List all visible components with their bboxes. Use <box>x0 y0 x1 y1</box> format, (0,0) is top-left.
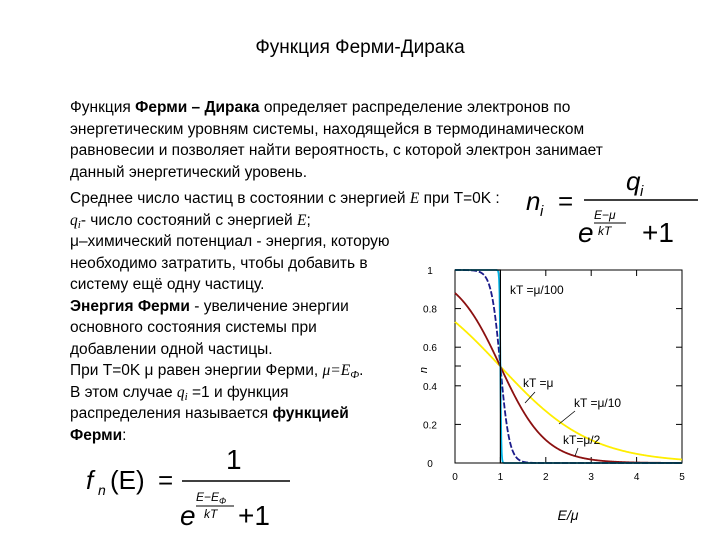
formula1-num-sub: i <box>640 183 644 200</box>
t0-text: При T=0K <box>70 362 145 379</box>
fermi-energy-line-3: добавлении одной частицы. <box>70 340 273 358</box>
formula2-exp-den: kT <box>204 507 218 521</box>
distribution-text: распределения называется <box>70 405 273 422</box>
y-tick-label: 0.6 <box>423 343 437 355</box>
intro-text-cont: определяет распределение электронов по <box>259 99 571 116</box>
mu-definition-line <box>70 231 530 253</box>
mu-text: –химический потенциал - энергия, которую <box>78 233 390 250</box>
qi-end: ; <box>306 211 311 229</box>
label-kt-mu-10-pointer <box>559 411 575 424</box>
formula2-eq: = <box>158 465 174 495</box>
formula1-e: e <box>578 217 594 248</box>
fermi-energy-text: - увеличение энергии <box>189 297 349 315</box>
label-kt-mu-2-pointer <box>575 448 578 456</box>
formula1-plus-one: +1 <box>642 217 674 248</box>
label-kt-mu-10: kT =μ/10 <box>574 396 622 410</box>
x-tick-label: 1 <box>497 472 504 483</box>
mu-definition-line-2: необходимо затратить, чтобы добавить в <box>70 254 368 272</box>
qi-subscript: i <box>77 218 81 231</box>
formula1-eq: = <box>558 186 574 216</box>
formula2-exp-num: $E-E_Ф$ <box>196 490 227 506</box>
qi-text: - число состояний с энергией <box>80 211 297 229</box>
qi-energy-symbol: E <box>297 211 307 229</box>
y-tick-label: 1 <box>427 266 433 277</box>
t0-subscript: Ф <box>350 369 360 381</box>
intro-line-3: равновесии и позволяет найти вероятность, с которой электрон занимает <box>70 142 603 159</box>
intro-text: Функция <box>70 99 136 116</box>
formula1-lhs-sub: i <box>540 203 544 220</box>
formula1-exp-num: E−μ <box>594 208 616 222</box>
avg-text-end: при T=0K : <box>419 190 500 207</box>
occupation-number-formula <box>522 166 702 248</box>
t0-end: . <box>359 362 364 379</box>
formula1-num: q <box>626 166 641 196</box>
t0-mu: μ <box>144 362 154 379</box>
slide-title: Функция Ферми-Дирака <box>255 37 465 58</box>
function-term: функцией <box>272 405 349 422</box>
x-tick-label: 5 <box>679 472 685 483</box>
fermi-dirac-chart <box>415 262 705 528</box>
energy-symbol: E <box>409 190 420 207</box>
t0-text-cont: равен энергии Ферми, <box>153 362 323 379</box>
formula1-exp-den: kT <box>598 224 612 238</box>
formula2-plus-one: +1 <box>238 500 270 531</box>
case-text: В этом случае <box>70 383 177 401</box>
qi-symbol: q <box>70 211 78 229</box>
fermi-energy-term: Энергия Ферми <box>70 297 190 315</box>
x-tick-label: 0 <box>452 472 458 483</box>
label-kt-mu-100: kT =μ/100 <box>510 283 564 297</box>
x-axis-label: E/μ <box>557 507 579 523</box>
x-tick-label: 4 <box>633 472 640 483</box>
fermi-dirac-term: Ферми – Дирака <box>135 99 260 116</box>
qi-definition-line <box>70 210 530 232</box>
formula2-lhs-sub: n <box>98 482 106 498</box>
y-tick-label: 0.8 <box>423 304 437 316</box>
x-tick-label: 3 <box>588 472 594 483</box>
mu-symbol: μ <box>70 233 79 250</box>
label-kt-mu: kT =μ <box>523 376 554 390</box>
y-tick-label: 0.2 <box>423 420 437 432</box>
label-kt-mu-2: kT=μ/2 <box>563 433 601 447</box>
case-subscript: i <box>184 390 188 403</box>
formula2-e: e <box>180 500 196 531</box>
fermi-function-formula <box>84 445 294 535</box>
case-text-cont: =1 и функция <box>187 383 289 401</box>
intro-line-4: данный энергетический уровень. <box>70 163 308 181</box>
average-number-line <box>70 188 530 210</box>
t0-equation: μ=E <box>322 362 351 379</box>
intro-line-2: энергетическим уровням системы, находящейся в термодинамическом <box>70 120 585 138</box>
x-tick-label: 2 <box>543 472 549 483</box>
intro-line-1 <box>70 97 690 119</box>
mu-definition-line-3: систему ещё одну частицу. <box>70 276 265 293</box>
formula2-arg: (E) <box>110 465 145 495</box>
formula2-num: 1 <box>226 445 242 475</box>
formula1-lhs: n <box>526 186 541 216</box>
fermi-energy-line-2: основного состояния системы при <box>70 319 317 336</box>
fermi-term: Ферми <box>70 426 123 444</box>
case-q: q <box>176 383 185 401</box>
y-tick-label: 0 <box>427 459 433 470</box>
formula2-lhs: f <box>86 465 94 495</box>
fermi-colon: : <box>122 426 127 444</box>
y-axis-label: n <box>418 366 430 374</box>
y-tick-label: 0.4 <box>423 381 437 393</box>
avg-text: Среднее число частиц в состоянии с энергией <box>70 190 410 207</box>
